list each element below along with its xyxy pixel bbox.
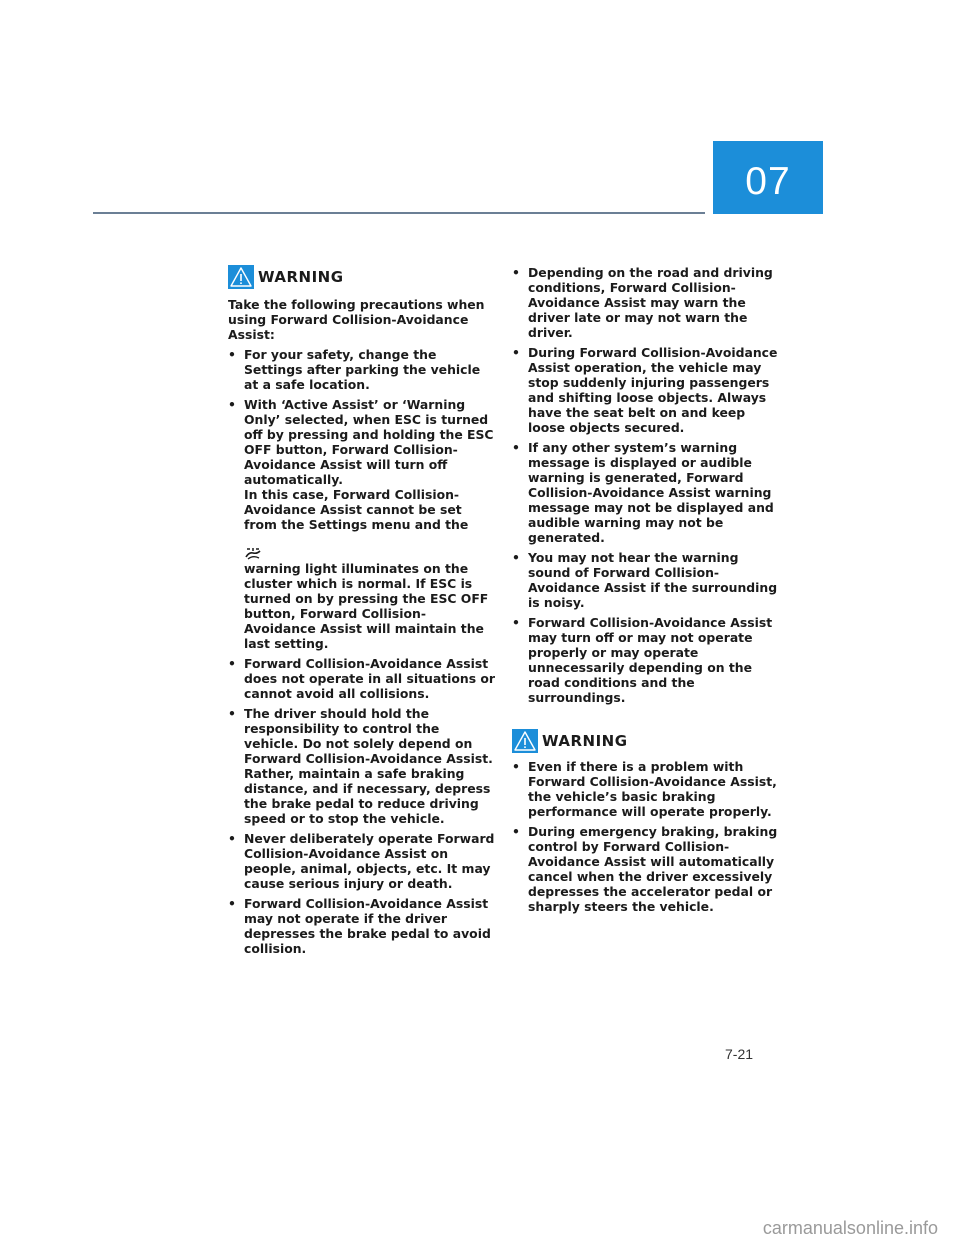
list-item: • During Forward Collision-Avoidance Assist operation, the vehicle may stop suddenly injuring passengers and shifting loose objects. Always have the seat belt on and keep loose objects secured. [512, 345, 780, 435]
watermark: carmanualsonline.info [762, 1218, 938, 1238]
list-item: • If any other system’s warning message is displayed or audible warning is generated, Forward Collision-Avoidance Assist warning message may not be displayed and audible warning may not be generated. [512, 440, 780, 545]
list-item [228, 397, 496, 651]
warning-title: WARNING [258, 267, 344, 286]
warning-intro: Take the following precautions when using Forward Collision-Avoidance Assist: [228, 297, 485, 342]
warning-header [228, 263, 496, 291]
chapter-tab: 07 [713, 141, 823, 214]
right-column [512, 265, 780, 919]
page-number: 7-21 [725, 1046, 754, 1062]
continued-bullet-list [512, 265, 780, 705]
warning-bullet-list [228, 347, 496, 956]
list-item: • The driver should hold the responsibility to control the vehicle. Do not solely depend on Forward Collision-Avoidance Assist. Rather, maintain a safe braking distance, and if necessary, depress the brake pedal to reduce driving speed or to stop the vehicle. [228, 706, 496, 826]
list-item: • Depending on the road and driving conditions, Forward Collision-Avoidance Assist may warn the driver late or may not warn the driver. [512, 265, 780, 340]
list-item: • Even if there is a problem with Forward Collision-Avoidance Assist, the vehicle’s basic braking performance will operate properly. [512, 759, 780, 819]
esc-off-indicator-icon [244, 532, 262, 545]
list-item: • Never deliberately operate Forward Collision-Avoidance Assist on people, animal, objects, etc. It may cause serious injury or death. [228, 831, 496, 891]
warning-triangle-icon [512, 729, 538, 753]
warning-header-2 [512, 727, 780, 755]
chapter-header-rule [93, 212, 705, 214]
left-column [228, 263, 496, 961]
list-item: • During emergency braking, braking control by Forward Collision-Avoidance Assist will automatically cancel when the driver excessively depresses the accelerator pedal or sharply steers the vehicle. [512, 824, 780, 914]
list-item: • You may not hear the warning sound of Forward Collision-Avoidance Assist if the surrounding is noisy. [512, 550, 780, 610]
warning-triangle-icon [228, 265, 254, 289]
list-item: • Forward Collision-Avoidance Assist does not operate in all situations or cannot avoid all collisions. [228, 656, 496, 701]
list-item: • Forward Collision-Avoidance Assist may not operate if the driver depresses the brake pedal to avoid collision. [228, 896, 496, 956]
warning-2-bullet-list [512, 759, 780, 914]
list-item-text-cont-b: warning light illuminates on the cluster which is normal. If ESC is turned on by pressing the ESC OFF button, Forward Collision-Avoidance Assist will maintain the last setting. [244, 561, 489, 651]
list-item: • For your safety, change the Settings after parking the vehicle at a safe location. [228, 347, 496, 392]
list-item-text: With ‘Active Assist’ or ‘Warning Only’ selected, when ESC is turned off by pressing and holding the ESC OFF button, Forward Collision-Avoidance Assist will turn off automatically. [244, 397, 494, 487]
warning-title-2: WARNING [542, 731, 628, 750]
list-item: • Forward Collision-Avoidance Assist may turn off or may not operate properly or may operate unnecessarily depending on the road conditions and the surroundings. [512, 615, 780, 705]
list-item-text-cont-a: In this case, Forward Collision-Avoidance Assist cannot be set from the Settings menu and the [244, 487, 469, 532]
